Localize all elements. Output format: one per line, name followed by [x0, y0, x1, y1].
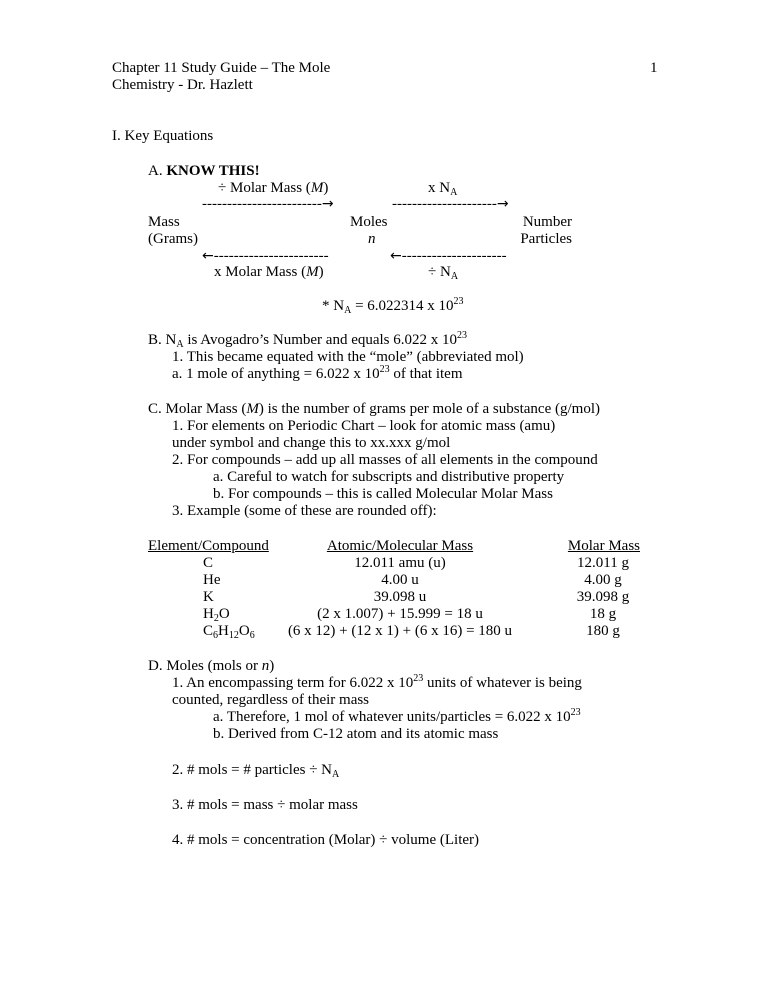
- document-title: Chapter 11 Study Guide – The Mole: [112, 60, 331, 76]
- section-d-item-1a: a. Therefore, 1 mol of whatever units/particles = 6.022 x $10^{23}$: [213, 707, 581, 725]
- table-row-compound: K: [203, 589, 214, 605]
- table-header-atomic: Atomic/Molecular Mass: [326, 538, 474, 554]
- arrow-particles-to-moles: ←---------------------: [390, 248, 507, 264]
- moles-label: Moles: [350, 214, 388, 230]
- section-c-item-2: 2. For compounds – add up all masses of all elements in the compound: [172, 452, 598, 468]
- table-row-molar: 12.011 g: [577, 555, 629, 571]
- arrow-mass-to-moles: ------------------------→: [202, 196, 334, 212]
- section-c-item-1: 1. For elements on Periodic Chart – look for atomic mass (amu): [172, 418, 556, 434]
- table-row-atomic: 39.098 u: [373, 589, 427, 605]
- arrow-moles-to-mass: ←-----------------------: [202, 248, 329, 264]
- table-row-molar: 18 g: [589, 606, 617, 622]
- avogadro-note: * $N_A = 6.022314$ x $10^{23}$: [322, 296, 464, 316]
- section-d-item-3: 3. # mols = mass ÷ molar mass: [172, 797, 358, 813]
- table-row-compound: C: [203, 555, 214, 571]
- page-number: 1: [650, 60, 658, 76]
- table-row-atomic: (2 x 1.007) + 15.999 = 18 u: [317, 606, 483, 622]
- grams-label: (Grams): [148, 231, 198, 247]
- section-c: C. Molar Mass (M) is the number of grams per mole of a substance (g/mol): [148, 401, 600, 417]
- table-header-molar: Molar Mass: [567, 538, 640, 554]
- section-d: D. Moles (mols or n): [148, 658, 275, 674]
- table-row-atomic: (6 x 12) + (12 x 1) + (6 x 16) = 180 u: [287, 623, 513, 639]
- know-this-heading: A. KNOW THIS!: [148, 163, 260, 179]
- table-row-compound: He: [203, 572, 221, 588]
- section-d-item-4: 4. # mols = concentration (Molar) ÷ volume (Liter): [172, 832, 480, 848]
- section-b-item-1: 1. This became equated with the “mole” (abbreviated mol): [172, 349, 524, 365]
- particles-label: Particles: [520, 231, 572, 247]
- number-label: Number: [522, 214, 572, 230]
- right-arrow-icon: →: [321, 196, 334, 212]
- table-row-compound: $C_6H_{12}O_6$: [203, 623, 255, 641]
- section-b: B. $N_A$ is Avogadro’s Number and equals 6.022 x $10^{23}$: [148, 330, 468, 350]
- table-row-molar: 180 g: [586, 623, 620, 639]
- section-heading: I. Key Equations: [112, 128, 214, 144]
- right-arrow-icon: →: [496, 196, 509, 212]
- section-d-item-1: 1. An encompassing term for 6.022 x $10^{23}$ units of whatever is being: [172, 673, 582, 691]
- table-row-atomic: 12.011 amu (u): [354, 555, 446, 571]
- times-molar-mass-label: x Molar Mass (M): [214, 264, 324, 280]
- left-arrow-icon: ←: [202, 248, 214, 264]
- section-b-item-a: a. 1 mole of anything = 6.022 x $10^{23}$ of that item: [172, 364, 463, 382]
- n-label: n: [368, 231, 376, 247]
- table-row-atomic: 4.00 u: [381, 572, 419, 588]
- section-c-item-2a: a. Careful to watch for subscripts and distributive property: [213, 469, 565, 485]
- left-arrow-icon: ←: [390, 248, 402, 264]
- times-na-label: x $N_A$: [428, 180, 458, 198]
- table-row-molar: 4.00 g: [584, 572, 622, 588]
- section-c-item-2b: b. For compounds – this is called Molecular Molar Mass: [213, 486, 553, 502]
- section-c-item-3: 3. Example (some of these are rounded off):: [172, 503, 437, 519]
- divide-na-label: ÷ $N_A$: [428, 264, 459, 282]
- divide-molar-mass-label: ÷ Molar Mass (M): [218, 180, 329, 196]
- arrow-moles-to-particles: ---------------------→: [392, 196, 509, 212]
- document-subtitle: Chemistry - Dr. Hazlett: [112, 77, 253, 93]
- table-row-compound: $H_2O$: [203, 606, 230, 624]
- section-d-item-2: 2. # mols = # particles ÷ $N_A$: [172, 762, 340, 780]
- table-header-compound: Element/Compound: [148, 538, 269, 554]
- table-row-molar: 39.098 g: [576, 589, 630, 605]
- section-c-item-1-cont: under symbol and change this to xx.xxx g/mol: [172, 435, 451, 451]
- mass-label: Mass: [148, 214, 180, 230]
- section-d-item-1b: b. Derived from C-12 atom and its atomic mass: [213, 726, 499, 742]
- section-d-item-1-cont: counted, regardless of their mass: [172, 692, 370, 708]
